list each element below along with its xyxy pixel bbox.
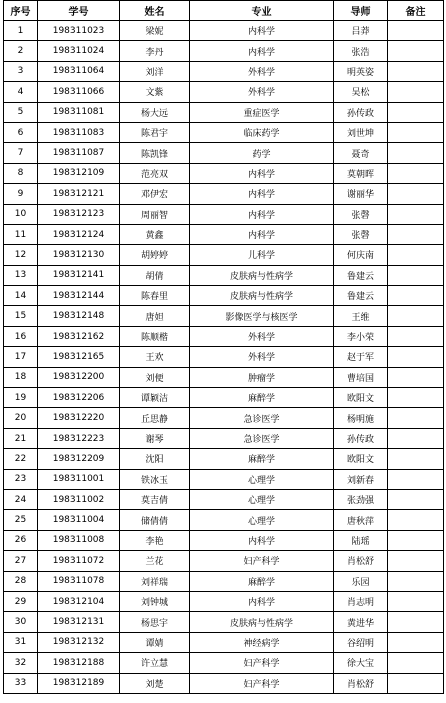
- cell-student-id: 198312189: [38, 673, 120, 693]
- cell-student-id: 198312104: [38, 591, 120, 611]
- cell-name: 陈凯锋: [120, 143, 190, 163]
- cell-remarks: [388, 143, 444, 163]
- cell-advisor: 吴松: [334, 82, 388, 102]
- cell-advisor: 王维: [334, 306, 388, 326]
- cell-index: 8: [4, 163, 38, 183]
- cell-index: 3: [4, 61, 38, 81]
- cell-advisor: 赵于军: [334, 347, 388, 367]
- cell-advisor: 欧阳文: [334, 449, 388, 469]
- cell-student-id: 198312121: [38, 184, 120, 204]
- cell-remarks: [388, 326, 444, 346]
- table-row: [4, 82, 444, 102]
- cell-index: 15: [4, 306, 38, 326]
- cell-major: 内科学: [190, 530, 334, 550]
- cell-major: 麻醉学: [190, 571, 334, 591]
- cell-name: 邓伊宏: [120, 184, 190, 204]
- cell-remarks: [388, 41, 444, 61]
- cell-name: 莫吉倩: [120, 489, 190, 509]
- cell-name: 兰花: [120, 551, 190, 571]
- table-row: [4, 653, 444, 673]
- cell-major: 皮肤病与性病学: [190, 286, 334, 306]
- cell-advisor: 乐园: [334, 571, 388, 591]
- cell-student-id: 198312144: [38, 286, 120, 306]
- cell-advisor: 孙传政: [334, 102, 388, 122]
- cell-index: 20: [4, 408, 38, 428]
- table-row: [4, 428, 444, 448]
- cell-advisor: 鲁建云: [334, 265, 388, 285]
- cell-remarks: [388, 184, 444, 204]
- table-row: [4, 571, 444, 591]
- cell-student-id: 198312162: [38, 326, 120, 346]
- cell-index: 28: [4, 571, 38, 591]
- cell-name: 谭颖洁: [120, 388, 190, 408]
- cell-student-id: 198312132: [38, 632, 120, 652]
- cell-name: 刘楚: [120, 673, 190, 693]
- table-row: [4, 41, 444, 61]
- cell-index: 29: [4, 591, 38, 611]
- cell-remarks: [388, 653, 444, 673]
- cell-student-id: 198312141: [38, 265, 120, 285]
- cell-index: 27: [4, 551, 38, 571]
- table-row: [4, 184, 444, 204]
- cell-remarks: [388, 347, 444, 367]
- cell-advisor: 明英姿: [334, 61, 388, 81]
- cell-name: 刘祥瑞: [120, 571, 190, 591]
- cell-advisor: 张磬: [334, 224, 388, 244]
- cell-student-id: 198311002: [38, 489, 120, 509]
- cell-major: 神经病学: [190, 632, 334, 652]
- cell-name: 丘思静: [120, 408, 190, 428]
- table-row: [4, 489, 444, 509]
- cell-major: 心理学: [190, 469, 334, 489]
- cell-major: 急诊医学: [190, 408, 334, 428]
- cell-student-id: 198312200: [38, 367, 120, 387]
- cell-name: 谢琴: [120, 428, 190, 448]
- cell-name: 李艳: [120, 530, 190, 550]
- table-row: [4, 245, 444, 265]
- column-header-major: 专业: [190, 1, 334, 21]
- cell-index: 9: [4, 184, 38, 204]
- cell-remarks: [388, 367, 444, 387]
- cell-student-id: 198312223: [38, 428, 120, 448]
- cell-major: 妇产科学: [190, 551, 334, 571]
- cell-advisor: 欧阳文: [334, 388, 388, 408]
- cell-advisor: 聂奇: [334, 143, 388, 163]
- cell-remarks: [388, 204, 444, 224]
- cell-index: 19: [4, 388, 38, 408]
- cell-student-id: 198312148: [38, 306, 120, 326]
- cell-student-id: 198311008: [38, 530, 120, 550]
- cell-advisor: 曹培国: [334, 367, 388, 387]
- cell-advisor: 徐大宝: [334, 653, 388, 673]
- cell-major: 临床药学: [190, 122, 334, 142]
- cell-major: 肿瘤学: [190, 367, 334, 387]
- cell-student-id: 198311087: [38, 143, 120, 163]
- cell-remarks: [388, 612, 444, 632]
- cell-index: 31: [4, 632, 38, 652]
- cell-index: 14: [4, 286, 38, 306]
- cell-index: 1: [4, 21, 38, 41]
- cell-major: 内科学: [190, 41, 334, 61]
- cell-advisor: 谢丽华: [334, 184, 388, 204]
- cell-remarks: [388, 551, 444, 571]
- cell-index: 24: [4, 489, 38, 509]
- cell-student-id: 198312206: [38, 388, 120, 408]
- cell-major: 内科学: [190, 224, 334, 244]
- cell-remarks: [388, 489, 444, 509]
- column-header-name: 姓名: [120, 1, 190, 21]
- cell-student-id: 198311081: [38, 102, 120, 122]
- cell-remarks: [388, 21, 444, 41]
- table-body: [4, 21, 444, 694]
- cell-name: 胡婷婷: [120, 245, 190, 265]
- cell-index: 11: [4, 224, 38, 244]
- cell-index: 2: [4, 41, 38, 61]
- cell-major: 皮肤病与性病学: [190, 612, 334, 632]
- cell-remarks: [388, 449, 444, 469]
- cell-student-id: 198312131: [38, 612, 120, 632]
- cell-major: 内科学: [190, 163, 334, 183]
- cell-name: 陈春里: [120, 286, 190, 306]
- table-row: [4, 673, 444, 693]
- cell-name: 胡倩: [120, 265, 190, 285]
- cell-index: 10: [4, 204, 38, 224]
- cell-remarks: [388, 163, 444, 183]
- cell-student-id: 198312165: [38, 347, 120, 367]
- cell-index: 16: [4, 326, 38, 346]
- cell-remarks: [388, 530, 444, 550]
- cell-student-id: 198311072: [38, 551, 120, 571]
- cell-index: 21: [4, 428, 38, 448]
- cell-student-id: 198312220: [38, 408, 120, 428]
- cell-name: 李丹: [120, 41, 190, 61]
- cell-name: 刘洋: [120, 61, 190, 81]
- cell-name: 梁妮: [120, 21, 190, 41]
- cell-advisor: 刘新春: [334, 469, 388, 489]
- table-row: [4, 122, 444, 142]
- cell-major: 麻醉学: [190, 388, 334, 408]
- header-row: [4, 1, 444, 21]
- cell-major: 外科学: [190, 326, 334, 346]
- table-row: [4, 510, 444, 530]
- cell-remarks: [388, 388, 444, 408]
- cell-advisor: 张磬: [334, 204, 388, 224]
- table-row: [4, 163, 444, 183]
- cell-index: 33: [4, 673, 38, 693]
- cell-student-id: 198312109: [38, 163, 120, 183]
- cell-name: 周丽智: [120, 204, 190, 224]
- cell-index: 18: [4, 367, 38, 387]
- cell-name: 储倩倩: [120, 510, 190, 530]
- cell-index: 22: [4, 449, 38, 469]
- cell-name: 杨思宇: [120, 612, 190, 632]
- cell-name: 黄鑫: [120, 224, 190, 244]
- cell-advisor: 谷绍明: [334, 632, 388, 652]
- cell-index: 7: [4, 143, 38, 163]
- cell-remarks: [388, 673, 444, 693]
- table-row: [4, 21, 444, 41]
- cell-student-id: 198311083: [38, 122, 120, 142]
- table-row: [4, 102, 444, 122]
- cell-advisor: 李小荣: [334, 326, 388, 346]
- cell-remarks: [388, 591, 444, 611]
- cell-advisor: 孙传政: [334, 428, 388, 448]
- cell-major: 重症医学: [190, 102, 334, 122]
- cell-remarks: [388, 408, 444, 428]
- table-row: [4, 204, 444, 224]
- cell-name: 陈君宇: [120, 122, 190, 142]
- column-header-student-id: 学号: [38, 1, 120, 21]
- cell-student-id: 198312124: [38, 224, 120, 244]
- cell-index: 30: [4, 612, 38, 632]
- cell-advisor: 莫朝晖: [334, 163, 388, 183]
- cell-index: 4: [4, 82, 38, 102]
- cell-name: 许立慧: [120, 653, 190, 673]
- cell-major: 外科学: [190, 82, 334, 102]
- cell-name: 沈阳: [120, 449, 190, 469]
- cell-name: 唐妲: [120, 306, 190, 326]
- cell-student-id: 198311078: [38, 571, 120, 591]
- table-row: [4, 632, 444, 652]
- cell-advisor: 黄进华: [334, 612, 388, 632]
- cell-major: 皮肤病与性病学: [190, 265, 334, 285]
- cell-advisor: 肖松舒: [334, 673, 388, 693]
- table-row: [4, 469, 444, 489]
- cell-advisor: 肖志明: [334, 591, 388, 611]
- column-header-advisor: 导师: [334, 1, 388, 21]
- cell-name: 范亮双: [120, 163, 190, 183]
- cell-advisor: 陆瑶: [334, 530, 388, 550]
- cell-index: 32: [4, 653, 38, 673]
- table-row: [4, 61, 444, 81]
- cell-major: 内科学: [190, 21, 334, 41]
- cell-student-id: 198311024: [38, 41, 120, 61]
- cell-remarks: [388, 510, 444, 530]
- cell-name: 刘便: [120, 367, 190, 387]
- cell-name: 文紫: [120, 82, 190, 102]
- table-row: [4, 449, 444, 469]
- cell-name: 谭婧: [120, 632, 190, 652]
- cell-remarks: [388, 428, 444, 448]
- cell-major: 内科学: [190, 184, 334, 204]
- table-row: [4, 224, 444, 244]
- cell-remarks: [388, 469, 444, 489]
- cell-remarks: [388, 224, 444, 244]
- cell-index: 23: [4, 469, 38, 489]
- cell-major: 妇产科学: [190, 673, 334, 693]
- cell-name: 铁冰玉: [120, 469, 190, 489]
- cell-student-id: 198311001: [38, 469, 120, 489]
- cell-remarks: [388, 286, 444, 306]
- cell-name: 刘钟城: [120, 591, 190, 611]
- cell-remarks: [388, 571, 444, 591]
- cell-name: 陈顺楷: [120, 326, 190, 346]
- cell-index: 13: [4, 265, 38, 285]
- cell-student-id: 198312188: [38, 653, 120, 673]
- cell-major: 药学: [190, 143, 334, 163]
- table-row: [4, 367, 444, 387]
- student-roster-table: [3, 0, 444, 694]
- cell-major: 外科学: [190, 347, 334, 367]
- cell-remarks: [388, 245, 444, 265]
- cell-index: 6: [4, 122, 38, 142]
- table-row: [4, 265, 444, 285]
- cell-remarks: [388, 122, 444, 142]
- table-row: [4, 326, 444, 346]
- cell-index: 12: [4, 245, 38, 265]
- cell-remarks: [388, 306, 444, 326]
- column-header-index: 序号: [4, 1, 38, 21]
- cell-major: 心理学: [190, 489, 334, 509]
- cell-student-id: 198311064: [38, 61, 120, 81]
- cell-major: 麻醉学: [190, 449, 334, 469]
- cell-advisor: 张劲强: [334, 489, 388, 509]
- cell-advisor: 鲁建云: [334, 286, 388, 306]
- cell-major: 外科学: [190, 61, 334, 81]
- cell-major: 急诊医学: [190, 428, 334, 448]
- cell-student-id: 198312209: [38, 449, 120, 469]
- cell-remarks: [388, 265, 444, 285]
- cell-major: 影像医学与核医学: [190, 306, 334, 326]
- table-row: [4, 551, 444, 571]
- cell-index: 26: [4, 530, 38, 550]
- cell-student-id: 198312123: [38, 204, 120, 224]
- cell-major: 内科学: [190, 591, 334, 611]
- cell-student-id: 198311066: [38, 82, 120, 102]
- table-row: [4, 388, 444, 408]
- cell-major: 儿科学: [190, 245, 334, 265]
- cell-student-id: 198311023: [38, 21, 120, 41]
- cell-name: 杨大远: [120, 102, 190, 122]
- cell-index: 25: [4, 510, 38, 530]
- table-row: [4, 286, 444, 306]
- cell-remarks: [388, 632, 444, 652]
- table-row: [4, 612, 444, 632]
- cell-advisor: 何庆南: [334, 245, 388, 265]
- cell-advisor: 刘世坤: [334, 122, 388, 142]
- cell-remarks: [388, 102, 444, 122]
- cell-remarks: [388, 61, 444, 81]
- table-row: [4, 306, 444, 326]
- cell-index: 17: [4, 347, 38, 367]
- cell-index: 5: [4, 102, 38, 122]
- table-row: [4, 408, 444, 428]
- table-row: [4, 530, 444, 550]
- cell-major: 内科学: [190, 204, 334, 224]
- column-header-remarks: 备注: [388, 1, 444, 21]
- cell-student-id: 198311004: [38, 510, 120, 530]
- cell-remarks: [388, 82, 444, 102]
- cell-student-id: 198312130: [38, 245, 120, 265]
- table-row: [4, 143, 444, 163]
- cell-advisor: 唐秋萍: [334, 510, 388, 530]
- cell-advisor: 张浩: [334, 41, 388, 61]
- cell-advisor: 杨明施: [334, 408, 388, 428]
- cell-name: 王欢: [120, 347, 190, 367]
- cell-major: 妇产科学: [190, 653, 334, 673]
- cell-advisor: 肖松舒: [334, 551, 388, 571]
- table-row: [4, 347, 444, 367]
- table-row: [4, 591, 444, 611]
- cell-advisor: 吕莽: [334, 21, 388, 41]
- cell-major: 心理学: [190, 510, 334, 530]
